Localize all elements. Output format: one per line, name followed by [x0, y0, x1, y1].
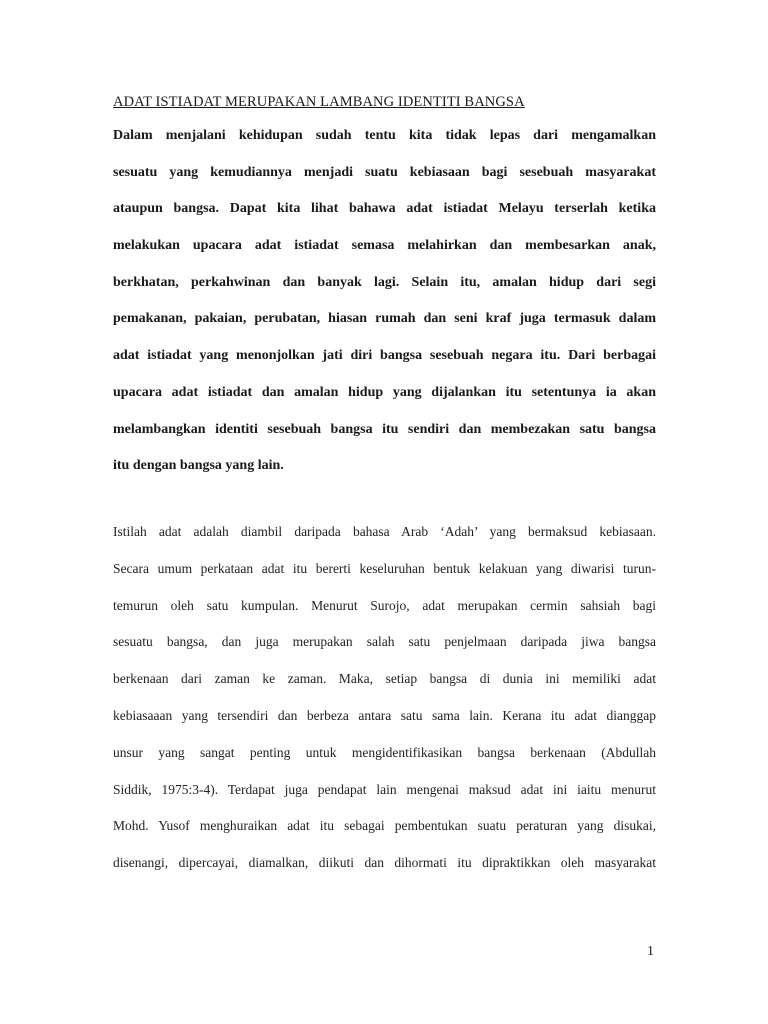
- text-line: sesuatu yang kemudiannya menjadi suatu kebiasaan bagi sesebuah masyarakat: [113, 164, 656, 180]
- text-line: berkenaan dari zaman ke zaman. Maka, setiap bangsa di dunia ini memiliki adat: [113, 671, 656, 687]
- document-title: ADAT ISTIADAT MERUPAKAN LAMBANG IDENTITI BANGSA: [113, 94, 525, 110]
- text-line: melakukan upacara adat istiadat semasa melahirkan dan membesarkan anak,: [113, 238, 656, 254]
- text-line: Istilah adat adalah diambil daripada bahasa Arab ‘Adah’ yang bermaksud kebiasaan.: [113, 524, 656, 539]
- paragraph-1: [113, 126, 656, 493]
- text-line: Dalam menjalani kehidupan sudah tentu kita tidak lepas dari mengamalkan: [113, 128, 656, 143]
- text-line: temurun oleh satu kumpulan. Menurut Surojo, adat merupakan cermin sahsiah bagi: [113, 597, 656, 613]
- text-line: upacara adat istiadat dan amalan hidup yang dijalankan itu setentunya ia akan: [113, 384, 656, 400]
- text-line: Mohd. Yusof menghuraikan adat itu sebagai pembentukan suatu peraturan yang disukai,: [113, 818, 656, 834]
- text-line: Siddik, 1975:3-4). Terdapat juga pendapat lain mengenai maksud adat ini iaitu menurut: [113, 781, 656, 797]
- text-line: berkhatan, perkahwinan dan banyak lagi. Selain itu, amalan hidup dari segi: [113, 274, 656, 290]
- text-line: kebiasaaan yang tersendiri dan berbeza antara satu sama lain. Kerana itu adat dianggap: [113, 707, 656, 723]
- text-line: disenangi, dipercayai, diamalkan, diikuti dan dihormati itu dipraktikkan oleh masyarakat: [113, 855, 656, 871]
- text-line: adat istiadat yang menonjolkan jati diri bangsa sesebuah negara itu. Dari berbagai: [113, 348, 656, 364]
- text-line: ataupun bangsa. Dapat kita lihat bahawa adat istiadat Melayu terserlah ketika: [113, 201, 656, 217]
- text-line: melambangkan identiti sesebuah bangsa itu sendiri dan membezakan satu bangsa: [113, 421, 656, 437]
- text-line: pemakanan, pakaian, perubatan, hiasan rumah dan seni kraf juga termasuk dalam: [113, 311, 656, 327]
- text-line: itu dengan bangsa yang lain.: [113, 458, 284, 474]
- text-line: sesuatu bangsa, dan juga merupakan salah satu penjelmaan daripada jiwa bangsa: [113, 634, 656, 650]
- page-number: 1: [647, 944, 654, 959]
- paragraph-2: [113, 522, 656, 890]
- text-line: unsur yang sangat penting untuk mengidentifikasikan bangsa berkenaan (Abdullah: [113, 744, 656, 760]
- text-line: Secara umum perkataan adat itu bererti keseluruhan bentuk kelakuan yang diwarisi turun-: [113, 560, 656, 576]
